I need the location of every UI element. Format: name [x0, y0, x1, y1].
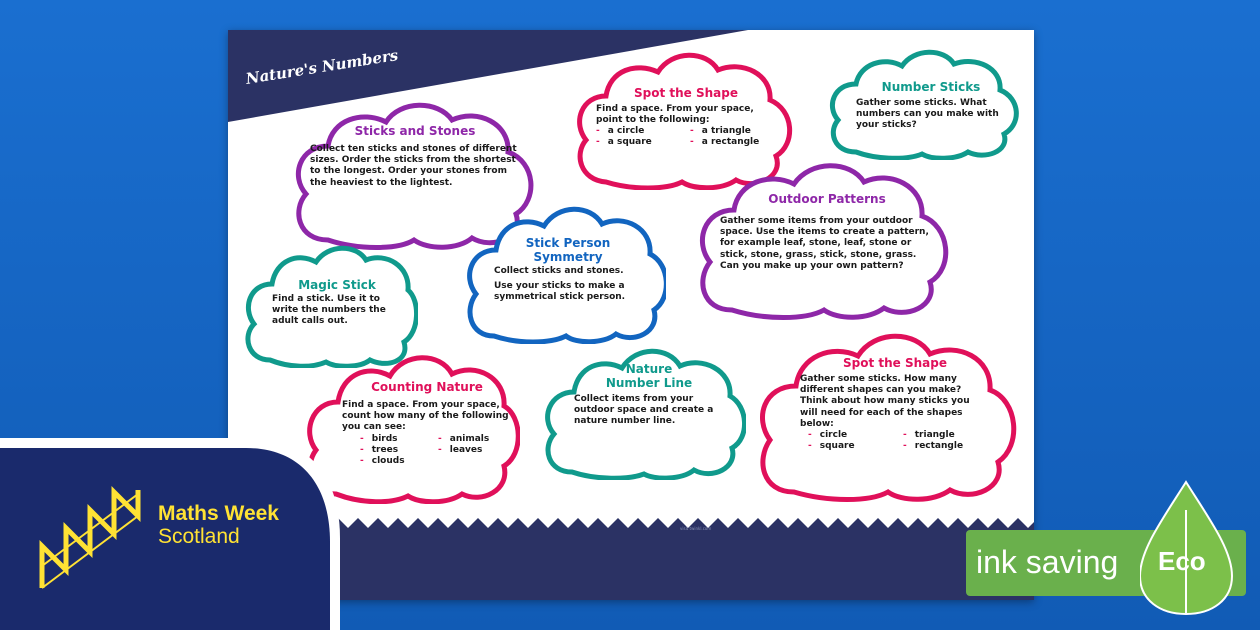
shape-bullet-list	[596, 126, 776, 148]
activity-nature-number-line	[540, 340, 746, 480]
bullet-item: - leaves	[438, 444, 483, 455]
activity-body: Collect items from your outdoor space and create a nature number line.	[574, 394, 714, 427]
activity-title: Counting Nature	[371, 380, 483, 394]
activity-title: Magic Stick	[298, 278, 376, 292]
activity-title: Number Sticks	[881, 80, 981, 94]
activity-stick-person-symmetry	[462, 196, 666, 344]
activity-body: Find a space. From your space, point to the following:	[596, 104, 754, 126]
bullet-item: - clouds	[360, 455, 405, 466]
activity-title: Stick Person Symmetry	[525, 236, 611, 264]
activity-title: Spot the Shape	[843, 356, 947, 370]
brand-line1: Maths Week	[158, 502, 279, 525]
activity-title: Spot the Shape	[634, 86, 738, 100]
activity-body: Find a space. From your space, count how many of the following you can see:	[342, 400, 509, 433]
activity-body: Find a stick. Use it to write the numbers the adult calls out.	[272, 294, 386, 327]
activity-body: Gather some sticks. How many different shapes can you make? Think about how many sticks you will need for each of the shapes below:	[800, 374, 970, 429]
activity-body: Gather some items from your outdoor space. Use the items to create a pattern, for example leaf, stone, leaf, stone or stick, stone, grass, stick, stone, grass. Can you make up your own pattern?	[720, 216, 929, 271]
bullet-item: - a circle	[596, 126, 645, 137]
brand-line2: Scotland	[158, 525, 240, 548]
bullet-item: - circle	[808, 430, 848, 441]
activity-outdoor-patterns	[692, 150, 954, 320]
bullet-item: - birds	[360, 433, 398, 444]
activity-body: Collect ten sticks and stones of different sizes. Order the sticks from the shortest to the longest. Order your stones from the heaviest to the lightest.	[310, 144, 517, 188]
bullet-item: - a triangle	[690, 126, 751, 137]
activity-spot-the-shape-2	[752, 320, 1022, 502]
eco-word: Eco	[1158, 546, 1206, 576]
bullet-item: - rectangle	[903, 441, 964, 452]
activity-number-sticks	[826, 44, 1020, 160]
shape-bullet-list	[808, 430, 990, 452]
brand-wordmark	[158, 502, 279, 548]
ink-saving-label: ink saving	[976, 544, 1119, 580]
bullet-item: - a square	[596, 137, 652, 148]
sheet-footer	[228, 518, 1034, 600]
bullet-item: - square	[808, 441, 855, 452]
count-bullet-list	[360, 434, 512, 467]
activity-title: Outdoor Patterns	[768, 192, 886, 206]
activity-body-1: Collect sticks and stones.	[494, 266, 624, 276]
activity-title: Nature Number Line	[605, 362, 693, 390]
bullet-item: - animals	[438, 433, 490, 444]
activity-title: Sticks and Stones	[354, 124, 476, 138]
bullet-item: - trees	[360, 444, 399, 455]
bullet-item: - a rectangle	[690, 137, 760, 148]
sheet-title: Nature's Numbers	[244, 46, 400, 88]
footer-website: visit twinkl.com	[680, 526, 712, 531]
activity-body: Gather some sticks. What numbers can you make with your sticks?	[856, 98, 999, 131]
bullet-item: - triangle	[903, 430, 955, 441]
activity-body-2: Use your sticks to make a symmetrical stick person.	[494, 281, 626, 303]
